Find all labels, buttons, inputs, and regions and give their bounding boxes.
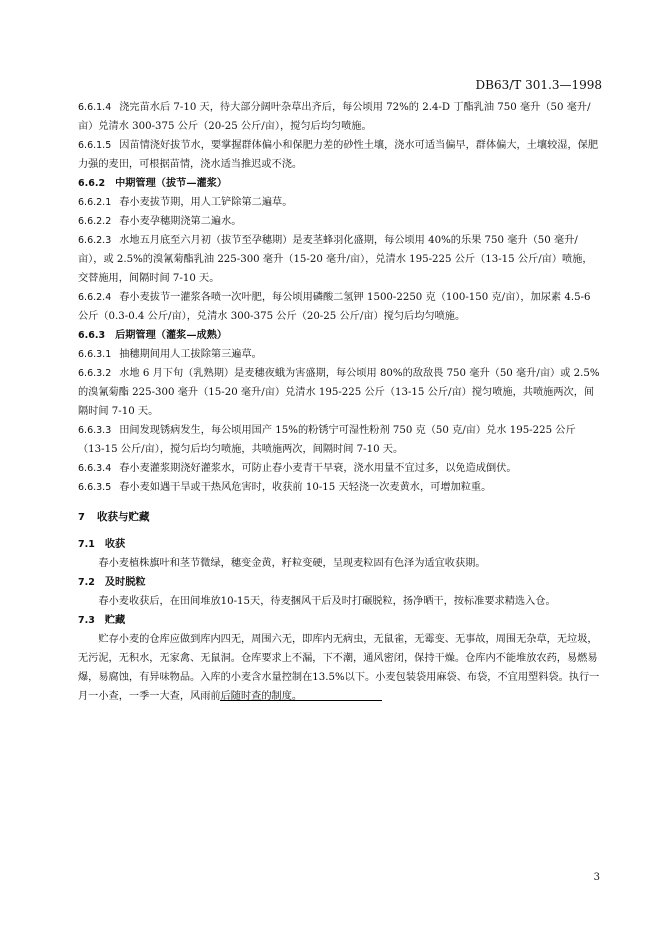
- clause-number: 6.6.1.5: [78, 140, 112, 151]
- body-paragraph: [78, 630, 600, 706]
- clause-number: 6.6.1.4: [78, 102, 112, 113]
- heading-text: 贮藏: [104, 614, 126, 626]
- section-heading: [78, 535, 600, 554]
- clause-text: 春小麦拔节一灌浆各喷一次叶肥，每公顷用磷酸二氢钾 1500-2250 克（100-150 克/亩），加尿素 4.5-6 公斤（0.3-0.4 公斤/亩），兑清水 300-375 公斤（20-25 公斤/亩）搅匀后均匀喷施。: [78, 292, 591, 322]
- clause-text: 因苗情浇好拔节水，要掌握群体偏小和保肥力差的砂性土壤，浇水可适当偏早，群体偏大，土壤较湿，保肥力强的麦田，可根据苗情，浇水适当推迟或不浇。: [78, 140, 599, 170]
- clause-item: [78, 98, 600, 136]
- clause-number: 7.1: [78, 539, 95, 550]
- clause-number: 6.6.2.4: [78, 292, 112, 303]
- document-code-header: DB63/T 301.3—1998: [475, 78, 602, 92]
- clause-text: 田间发现锈病发生，每公顷用国产 15%的粉锈宁可湿性粉剂 750 克（50 克/亩）兑水 195-225 公斤（13-15 公斤/亩），搅匀后均匀喷施，共喷施两次，间隔时间 7-10 天。: [78, 425, 576, 455]
- clause-text: 浇完苗水后 7-10 天，待大部分阔叶杂草出齐后，每公顷用 72%的 2.4-D 丁酯乳油 750 毫升（50 毫升/亩）兑清水 300-375 公斤（20-25 公斤/亩），搅匀后均匀喷施。: [78, 102, 591, 132]
- clause-item: [78, 478, 600, 497]
- clause-text: 春小麦拔节期，用人工铲除第二遍草。: [119, 197, 293, 208]
- clause-text: 水地 6 月下旬（乳熟期）是麦穗夜蛾为害盛期，每公顷用 80%的敌敌畏 750 毫升（50 毫升/亩）或 2.5%的溴氰菊酯 225-300 毫升（15-20 毫升/亩）兑清水 195-225 公斤（13-15 公斤/亩）搅匀喷施，共喷施两次，间隔时间 7-10 天。: [78, 368, 600, 417]
- clause-item: [78, 136, 600, 174]
- end-rule-divider: [220, 700, 382, 701]
- clause-item: [78, 193, 600, 212]
- clause-number: 7: [78, 512, 85, 523]
- clause-number: 6.6.3.3: [78, 425, 112, 436]
- heading-text: 后期管理（灌浆—成熟）: [115, 329, 228, 341]
- page-number: 3: [593, 872, 600, 883]
- clause-text: 水地五月底至六月初（拔节至孕穗期）是麦茎蜂羽化盛期，每公顷用 40%的乐果 750 毫升（50 毫升/亩），或 2.5%的溴氰菊酯乳油 225-300 毫升（15-20 毫升/亩），兑清水 195-225 公斤（13-15 公斤/亩）喷施，交替施用，间隔时间 7-10 天。: [78, 235, 593, 284]
- heading-text: 中期管理（拔节—灌浆）: [115, 177, 228, 189]
- chapter-heading: [78, 508, 600, 527]
- paragraph-text: 春小麦植株旗叶和茎节微绿，穗变金黄，籽粒变硬，呈现麦粒固有色泽为适宜收获期。: [98, 558, 486, 569]
- clause-text: 抽穗期间用人工拔除第三遍草。: [119, 349, 262, 360]
- clause-text: 春小麦如遇干旱或干热风危害时，收获前 10-15 天轻浇一次麦黄水，可增加粒重。: [119, 482, 492, 493]
- section-heading: [78, 326, 600, 345]
- body-paragraph: [78, 592, 600, 611]
- section-heading: [78, 611, 600, 630]
- clause-item: [78, 421, 600, 459]
- clause-number: 6.6.2.3: [78, 235, 112, 246]
- clause-number: 6.6.3.1: [78, 349, 112, 360]
- clause-number: 6.6.2: [78, 178, 106, 189]
- clause-item: [78, 345, 600, 364]
- clause-number: 6.6.2.2: [78, 216, 112, 227]
- clause-item: [78, 231, 600, 288]
- clause-number: 6.6.3.4: [78, 463, 112, 474]
- clause-number: 6.6.3.5: [78, 482, 112, 493]
- clause-item: [78, 364, 600, 421]
- clause-text: 春小麦灌浆期浇好灌浆水，可防止春小麦青干早衰，浇水用量不宜过多，以免造成倒伏。: [119, 463, 517, 474]
- clause-number: 6.6.3: [78, 330, 106, 341]
- paragraph-text: 贮存小麦的仓库应做到库内四无，周围六无，即库内无病虫，无鼠雀，无霉变、无事故，周围无杂草，无垃圾，无污泥，无积水，无家禽、无鼠洞。仓库要求上不漏，下不潮，通风密闭，保持干燥。仓库内不能堆放农药，易燃易爆，易腐蚀，有异味物品。入库的小麦含水量控制在13.5%以下。小麦包装袋用麻袋、布袋，不宜用塑料袋。执行一月一小查，一季一大查，风雨前后随时查的制度。: [78, 634, 600, 702]
- section-heading: [78, 174, 600, 193]
- clause-item: [78, 288, 600, 326]
- heading-text: 收获与贮藏: [96, 511, 150, 523]
- clause-number: 6.6.2.1: [78, 197, 112, 208]
- clause-item: [78, 212, 600, 231]
- clause-item: [78, 459, 600, 478]
- document-body: [78, 98, 600, 706]
- section-heading: [78, 573, 600, 592]
- body-paragraph: [78, 554, 600, 573]
- clause-number: 7.2: [78, 577, 95, 588]
- heading-text: 及时脱粒: [104, 576, 146, 588]
- paragraph-text: 春小麦收获后，在田间堆放10-15天，待麦捆风干后及时打碾脱粒，扬净晒干，按标准要求精选入仓。: [98, 596, 556, 607]
- clause-number: 7.3: [78, 615, 95, 626]
- clause-number: 6.6.3.2: [78, 368, 112, 379]
- heading-text: 收获: [104, 538, 126, 550]
- clause-text: 春小麦孕穗期浇第二遍水。: [119, 216, 242, 227]
